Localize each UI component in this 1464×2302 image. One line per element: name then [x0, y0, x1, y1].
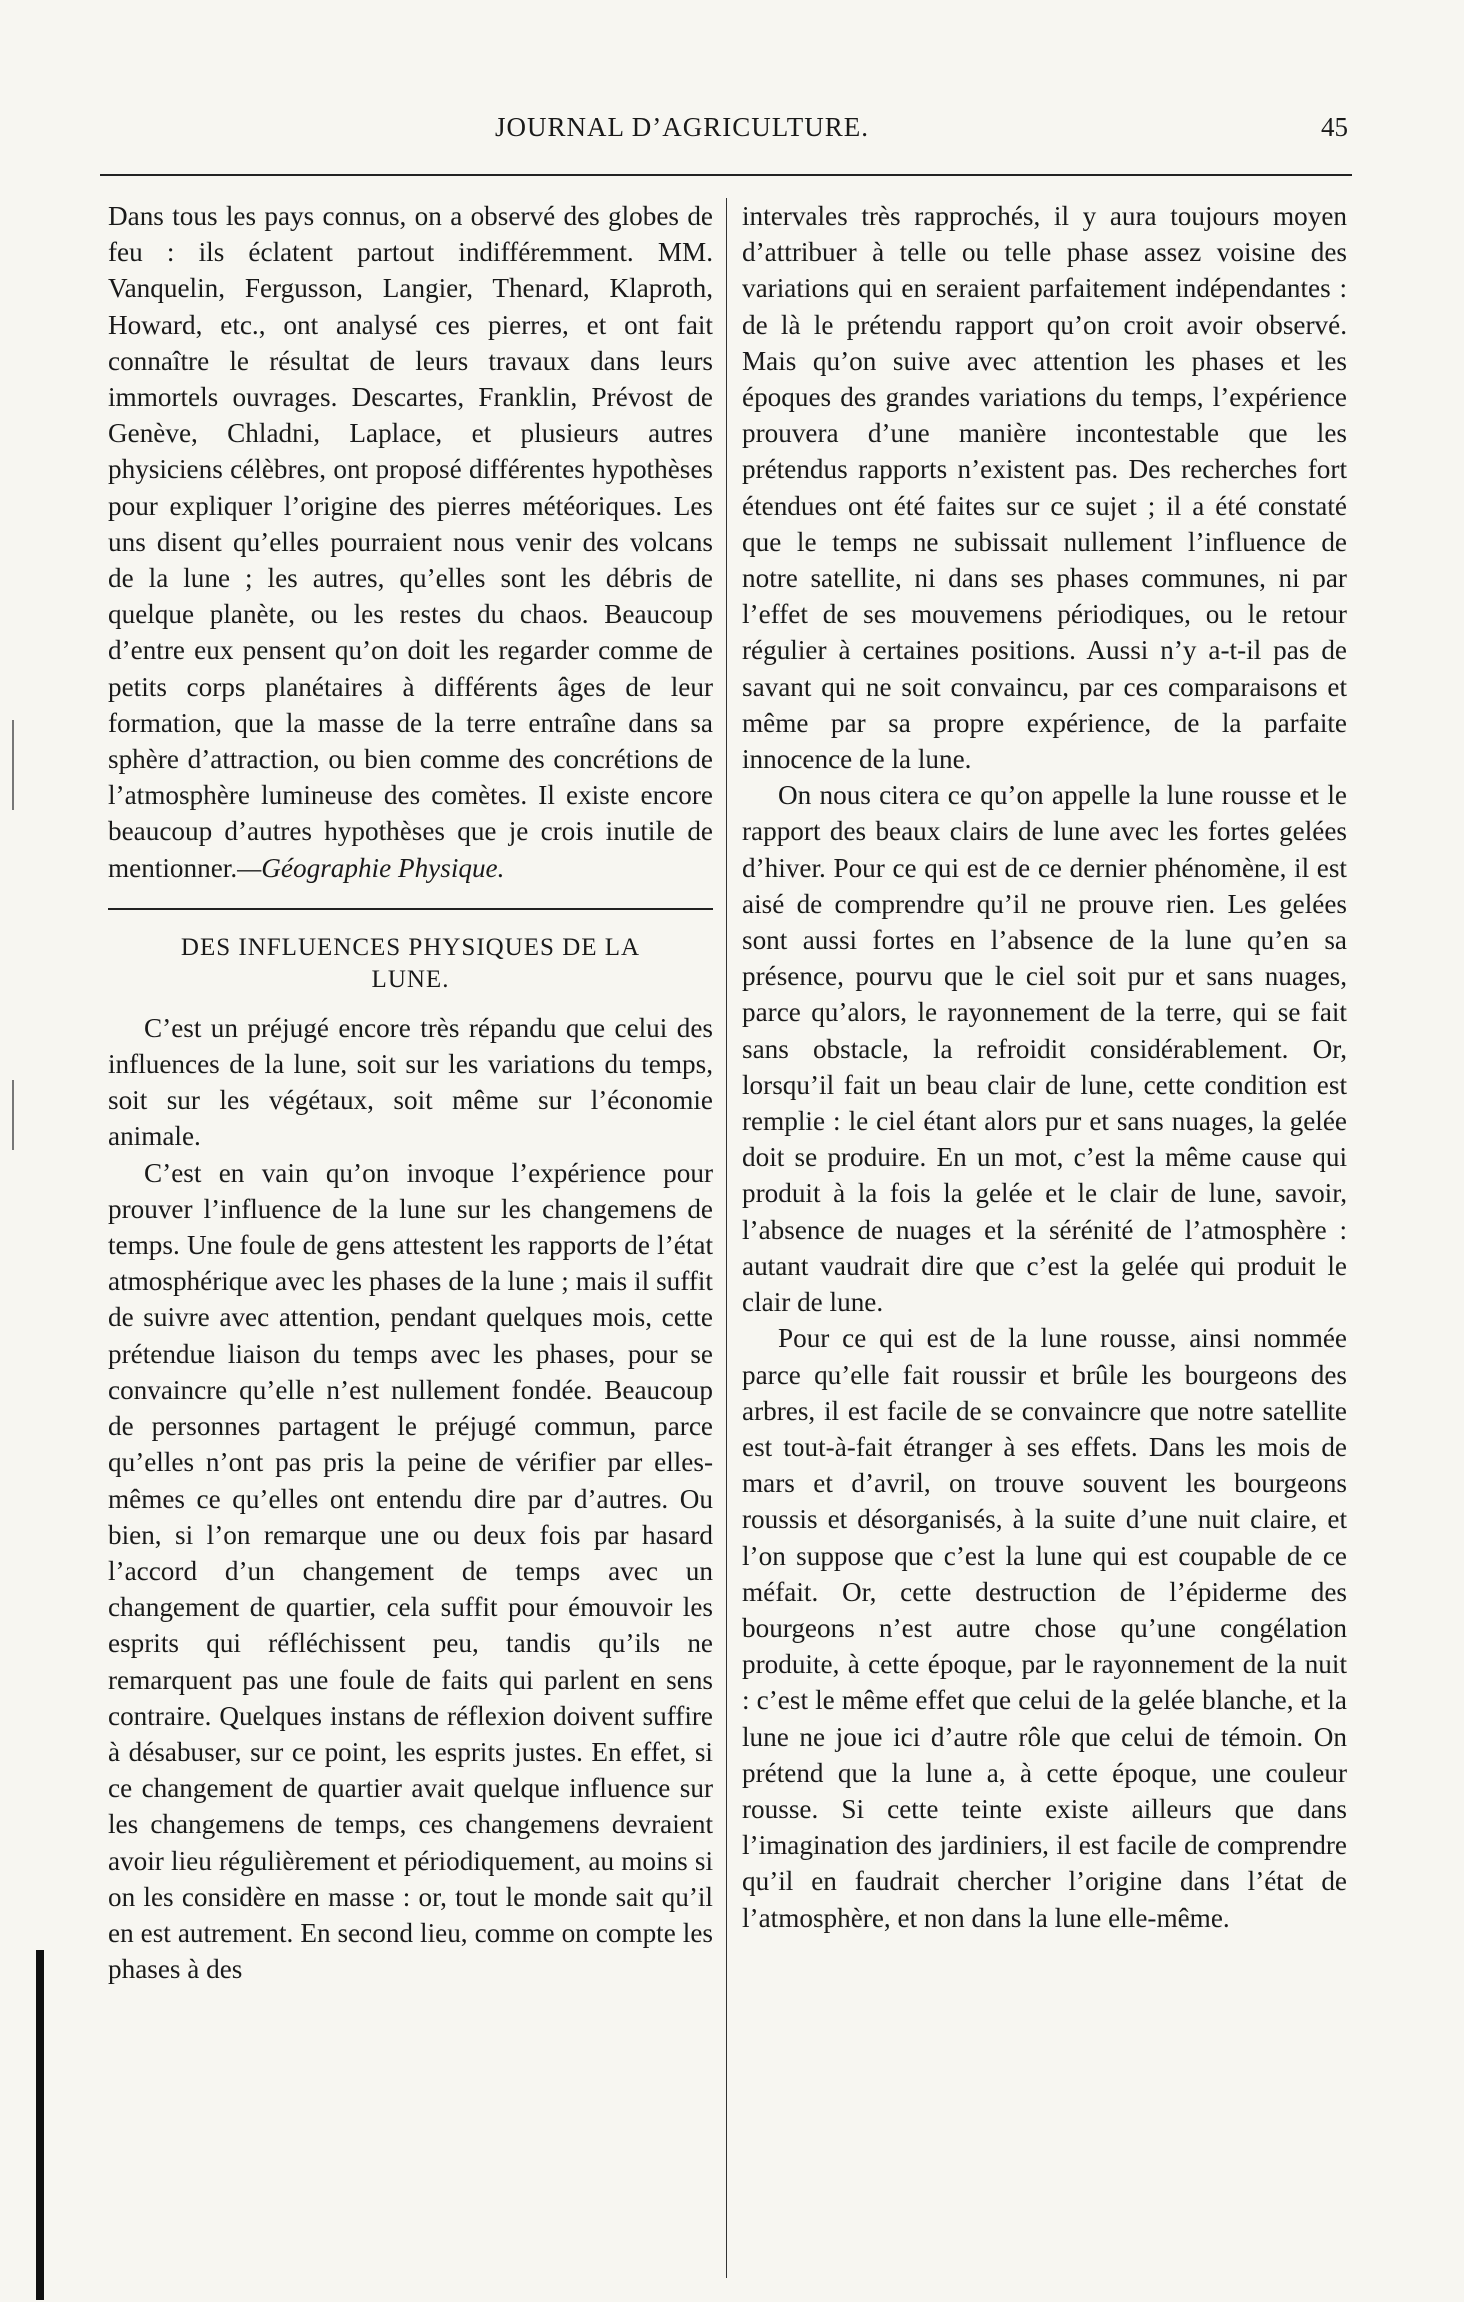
page-header	[100, 110, 1360, 160]
paragraph: C’est un préjugé encore très répandu que celui des influences de la lune, soit sur les variations du temps, soit sur les végétaux, soit même sur l’économie animale.	[108, 1012, 713, 1152]
paragraph: On nous citera ce qu’on appelle la lune rousse et le rapport des beaux clairs de lune avec les fortes gelées d’hiver. Pour ce qui est de ce dernier phénomène, il est aisé de comprendre qu’il ne prouve rien. Les gelées sont aussi fortes en l’absence de la lune qu’en sa présence, pourvu que le ciel soit pur et sans nuages, parce qu’alors, le rayonnement de la terre, qui se fait sans obstacle, la refroidit considérablement. Or, lorsqu’il fait un beau clair de lune, cette condition est remplie : le ciel étant alors pur et sans nuages, la gelée doit se produire. En un mot, c’est la même cause qui produit à la fois la gelée et le clair de lune, savoir, l’absence de nuages et la sérénité de l’atmosphère : autant vaudrait dire que c’est la gelée qui produit le clair de lune.	[742, 780, 1347, 1318]
page	[100, 110, 1360, 2290]
paragraph: C’est en vain qu’on invoque l’expérience pour prouver l’influence de la lune sur les changemens de temps. Une foule de gens attestent les rapports de l’état atmosphérique avec les phases de la lune ; mais il suffit de suivre avec attention, pendant quelques mois, cette prétendue liaison du temps avec les phases, pour se convaincre qu’elle n’est nullement fondée. Beaucoup de personnes partagent le préjugé commun, parce qu’elles n’ont pas pris la peine de vérifier par elles-mêmes ce qu’elles ont entendu dire par d’autres. Ou bien, si l’on remarque une ou deux fois par hasard l’accord d’un changement de temps avec un changement de quartier, cela suffit pour émouvoir les esprits qui réfléchissent peu, tandis qu’ils ne remarquent pas une foule de faits qui parlent en sens contraire. Quelques instans de réflexion doivent suffire à désabuser, sur ce point, les esprits justes. En effet, si ce changement de quartier avait quelque influence sur les changemens de temps, ces changemens devraient avoir lieu régulièrement et périodiquement, au moins si on les considère en masse : or, tout le monde sait qu’il en est autrement. En second lieu, comme on compte les phases à des	[108, 1157, 713, 1985]
paragraph: Pour ce qui est de la lune rousse, ainsi nommée parce qu’elle fait roussir et brûle les bourgeons des arbres, il est facile de se convaincre que notre satellite est tout-à-fait étranger à ses effets. Dans les mois de mars et d’avril, on trouve souvent les bourgeons roussis et désorganisés, à la suite d’une nuit claire, et l’on suppose que c’est la lune qui est coupable de ce méfait. Or, cette destruction de l’épiderme des bourgeons n’est autre chose qu’une congélation produite, à cette époque, par le rayonnement de la nuit : c’est le même effet que celui de la gelée blanche, et la lune ne joue ici d’autre rôle que celui de témoin. On prétend que la lune a, à cette époque, une couleur rousse. Si cette teinte existe ailleurs que dans l’imagination des jardiniers, il est facile de comprendre qu’il en faudrait chercher l’origine dans l’état de l’atmosphère, et non dans la lune elle-même.	[742, 1323, 1347, 1933]
right-column	[742, 198, 1347, 1936]
column-divider	[726, 198, 727, 2278]
scan-edge-mark	[36, 1950, 44, 2300]
section-heading-line: DES INFLUENCES PHYSIQUES DE LA	[180, 933, 641, 961]
header-rule	[100, 174, 1352, 176]
section-heading-line: LUNE.	[371, 965, 450, 993]
source-citation: —Géographie Physique.	[237, 852, 505, 883]
left-column	[108, 198, 713, 1987]
section-rule	[108, 908, 713, 910]
scan-edge-mark	[12, 1080, 14, 1150]
running-title: JOURNAL D’AGRICULTURE.	[495, 112, 870, 142]
section-heading	[108, 932, 713, 996]
page-number: 45	[1321, 112, 1348, 142]
paragraph: Dans tous les pays connus, on a observé des globes de feu : ils éclatent partout indifféremment. MM. Vanquelin, Fergusson, Langier, Thenard, Klaproth, Howard, etc., ont analysé ces pierres, et ont fait connaître le résultat de leurs travaux dans leurs immortels ouvrages. Descartes, Franklin, Prévost de Genève, Chladni, Laplace, et plusieurs autres physiciens célèbres, ont proposé différentes hypothèses pour expliquer l’origine des pierres météoriques. Les uns disent qu’elles pourraient nous venir des volcans de la lune ; les autres, qu’elles sont les débris de quelque planète, ou les restes du chaos. Beaucoup d’entre eux pensent qu’on doit les regarder comme de petits corps planétaires à différents âges de leur formation, que la masse de la terre entraîne dans sa sphère d’attraction, ou bien comme des concrétions de l’atmosphère lumineuse des comètes. Il existe encore beaucoup d’autres hypothèses que je crois inutile de mentionner.	[108, 201, 713, 883]
paragraph: intervales très rapprochés, il y aura toujours moyen d’attribuer à telle ou telle phase assez voisine des variations qui en seraient parfaitement indépendantes : de là le prétendu rapport qu’on croit avoir observé. Mais qu’on suive avec attention les phases et les époques des grandes variations du temps, l’expérience prouvera d’une manière incontestable que les prétendus rapports n’existent pas. Des recherches fort étendues ont été faites sur ce sujet ; il a été constaté que le temps ne subissait nullement l’influence de notre satellite, ni dans ses phases communes, ni par l’effet de ses mouvemens périodiques, ou le retour régulier à certaines positions. Aussi n’y a-t-il pas de savant qui ne soit convaincu, par ces comparaisons et même par sa propre expérience, de la parfaite innocence de la lune.	[742, 201, 1347, 775]
scan-edge-mark	[12, 720, 14, 810]
